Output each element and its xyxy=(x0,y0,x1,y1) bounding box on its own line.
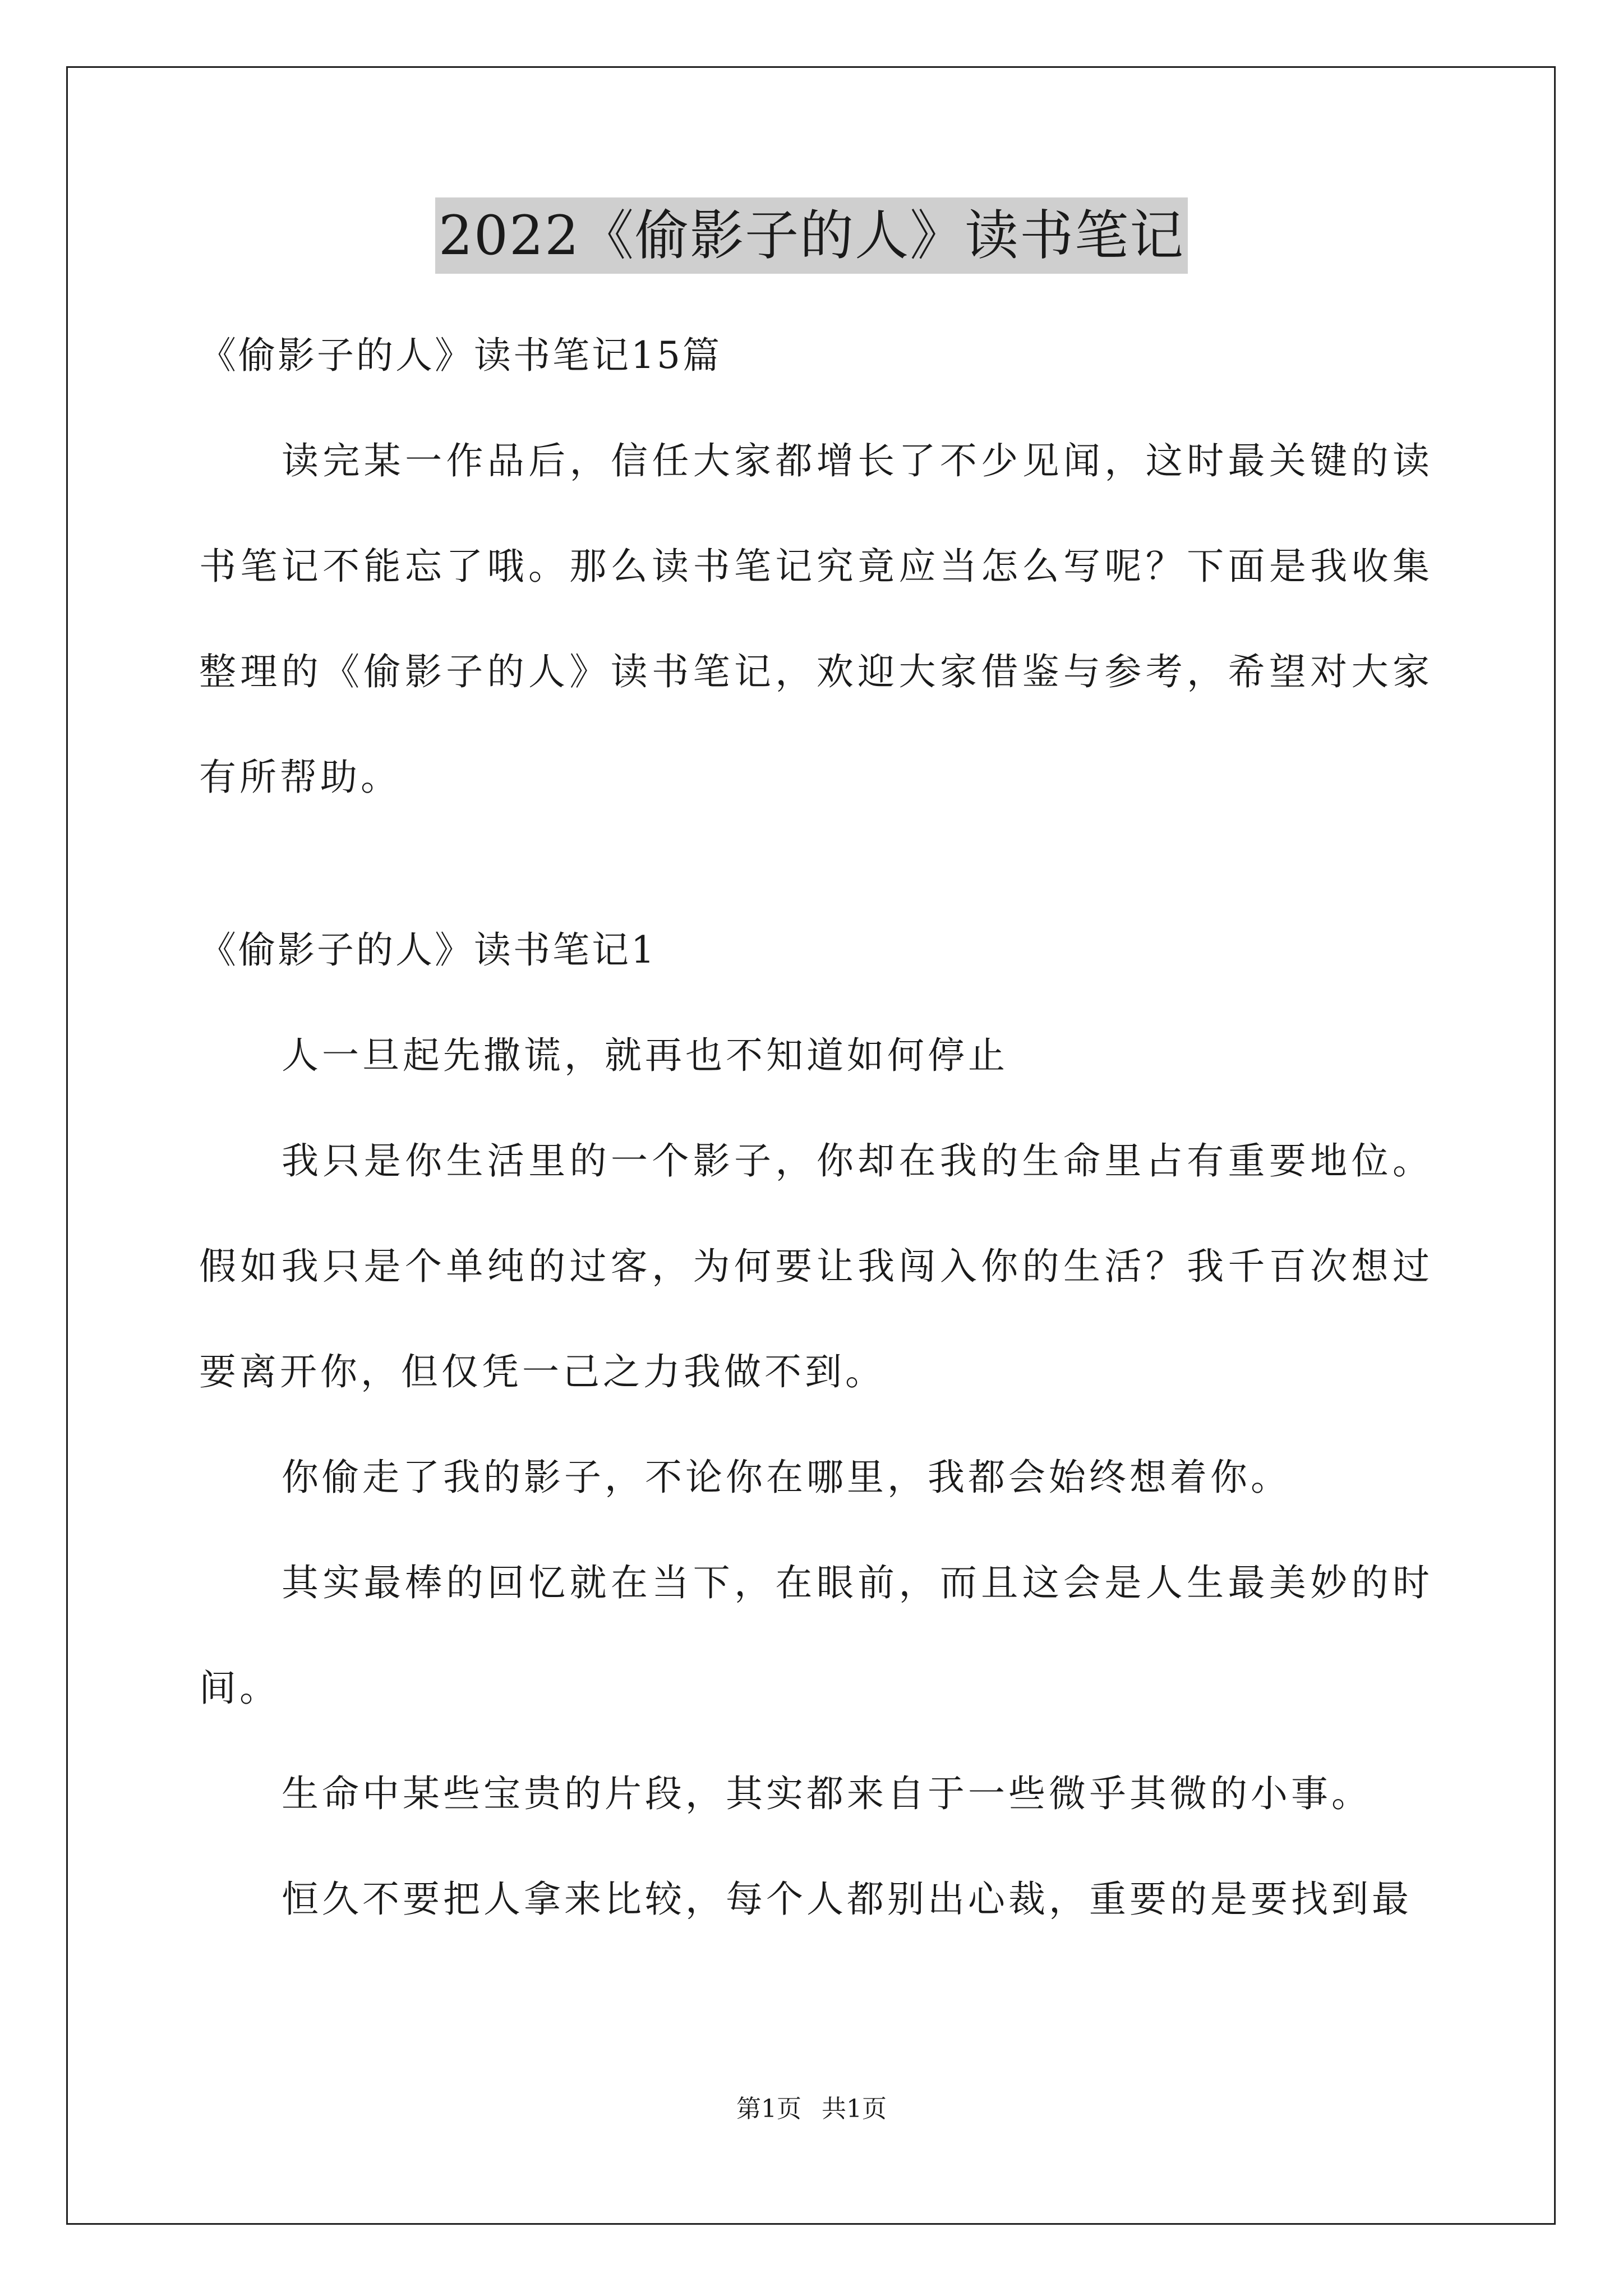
page-total: 共1页 xyxy=(822,2095,887,2123)
document-title: 2022《偷影子的人》读书笔记 xyxy=(435,197,1188,274)
page-footer xyxy=(0,2092,1623,2126)
paragraph-2: 我只是你生活里的一个影子，你却在我的生命里占有重要地位。假如我只是个单纯的过客，为何要让我闯入你的生活？我千百次想过要离开你，但仅凭一己之力我做不到。 xyxy=(199,1139,1433,1393)
paragraph-5: 生命中某些宝贵的片段，其实都来自于一些微乎其微的小事。 xyxy=(282,1772,1372,1815)
title-container xyxy=(0,197,1623,274)
intro-paragraph: 读完某一作品后，信任大家都增长了不少见闻，这时最关键的读书笔记不能忘了哦。那么读书笔记究竟应当怎么写呢？下面是我收集整理的《偷影子的人》读书笔记，欢迎大家借鉴与参考，希望对大家有所帮助。 xyxy=(199,439,1433,799)
paragraph-1: 人一旦起先撒谎，就再也不知道如何停止 xyxy=(282,1034,1008,1077)
subtitle: 《偷影子的人》读书笔记15篇 xyxy=(199,334,722,377)
document-body xyxy=(199,303,1433,1952)
paragraph-6: 恒久不要把人拿来比较，每个人都别出心裁，重要的是要找到最 xyxy=(282,1878,1412,1921)
page-number: 第1页 xyxy=(736,2095,801,2123)
paragraph-3: 你偷走了我的影子，不论你在哪里，我都会始终想着你。 xyxy=(282,1456,1291,1499)
section-heading: 《偷影子的人》读书笔记1 xyxy=(199,928,657,972)
paragraph-4: 其实最棒的回忆就在当下，在眼前，而且这会是人生最美妙的时间。 xyxy=(199,1561,1433,1710)
